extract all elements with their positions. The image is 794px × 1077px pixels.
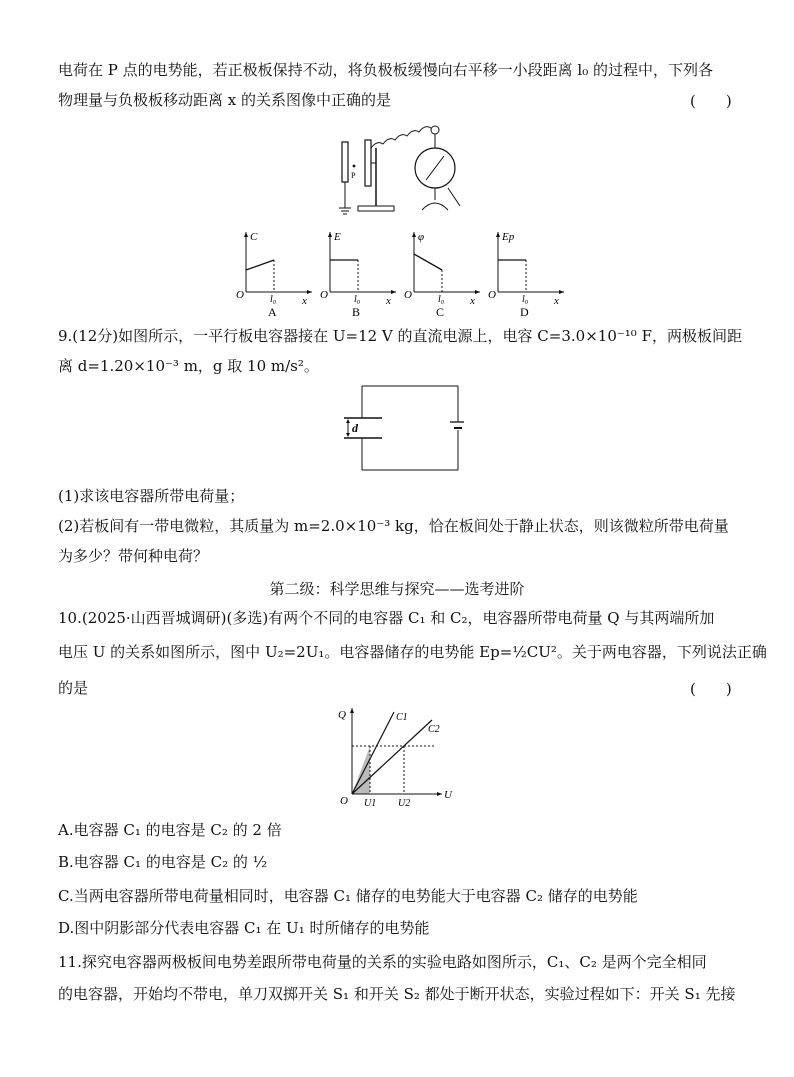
origin-label: O bbox=[340, 795, 348, 807]
graph-c-tick: l₀ bbox=[438, 294, 445, 305]
graph-c-option: C bbox=[436, 305, 445, 316]
q8-text-line1: 电荷在 P 点的电势能，若正极板保持不动，将负极板缓慢向右平移一小段距离 l₀ 的过程中，下列各 bbox=[58, 61, 713, 79]
q9-sub2: (2)若板间有一带电微粒，其质量为 m=2.0×10⁻³ kg，恰在板间处于静止状态，则该微粒所带电荷量 bbox=[58, 517, 729, 535]
graph-c-xlabel: x bbox=[470, 295, 475, 307]
graph-b-tick: l₀ bbox=[354, 294, 361, 305]
q10-option-d: D.图中阴影部分代表电容器 C₁ 在 U₁ 时所储存的电势能 bbox=[58, 919, 430, 937]
graph-a-xlabel: x bbox=[302, 295, 307, 307]
q10-text-line2: 电压 U 的关系如图所示，图中 U₂=2U₁。电容器储存的电势能 Ep=½CU²。关于两电容器，下列说法正确 bbox=[58, 643, 767, 661]
graph-d-ylabel: Ep bbox=[502, 231, 515, 243]
q11-text-line2: 的电容器，开始均不带电，单刀双掷开关 S₁ 和开关 S₂ 都处于断开状态，实验过程如下：开关 S₁ 先接 bbox=[58, 985, 736, 1003]
graph-a-tick: l₀ bbox=[270, 294, 277, 305]
section-title: 第二级：科学思维与探究——选考进阶 bbox=[269, 580, 525, 598]
graph-d-tick: l₀ bbox=[522, 294, 529, 305]
q10-qu-graph bbox=[336, 704, 466, 810]
graph-a-option: A bbox=[268, 305, 277, 316]
graph-b-ylabel: E bbox=[334, 231, 341, 243]
electrometer-figure bbox=[318, 118, 478, 218]
u2-label: U2 bbox=[398, 798, 411, 809]
graph-b-option: B bbox=[352, 305, 361, 316]
q8-graph-a bbox=[232, 228, 316, 316]
q10-text-line3: 的是 bbox=[58, 679, 89, 697]
q9-text-line2: 离 d=1.20×10⁻³ m，g 取 10 m/s²。 bbox=[58, 357, 319, 375]
q8-graph-b bbox=[316, 228, 400, 316]
q8-graph-d bbox=[484, 228, 568, 316]
graph-c-ylabel: φ bbox=[418, 231, 425, 243]
q10-option-a: A.电容器 C₁ 的电容是 C₂ 的 2 倍 bbox=[58, 821, 282, 839]
u1-label: U1 bbox=[364, 798, 377, 809]
c1-label: C1 bbox=[396, 712, 408, 723]
c2-label: C2 bbox=[428, 724, 440, 735]
q10-text-line1: 10.(2025·山西晋城调研)(多选)有两个不同的电容器 C₁ 和 C₂，电容器所带电荷量 Q 与其两端所加 bbox=[58, 609, 715, 627]
q9-sub3: 为多少？带何种电荷？ bbox=[58, 547, 209, 565]
graph-a-origin: O bbox=[236, 289, 244, 301]
q9-circuit-figure bbox=[338, 384, 464, 476]
graph-c-origin: O bbox=[404, 289, 412, 301]
q9-text-line1: 9.(12分)如图所示，一平行板电容器接在 U=12 V 的直流电源上，电容 C=3.0×10⁻¹⁰ F，两极板间距 bbox=[58, 327, 742, 345]
graph-b-xlabel: x bbox=[386, 295, 391, 307]
q10-option-b: B.电容器 C₁ 的电容是 C₂ 的 ½ bbox=[58, 853, 268, 871]
p-point-label: P bbox=[351, 171, 356, 180]
q8-graph-c bbox=[400, 228, 484, 316]
q-axis-label: Q bbox=[338, 709, 346, 721]
graph-d-xlabel: x bbox=[554, 295, 559, 307]
q10-option-c: C.当两电容器所带电荷量相同时，电容器 C₁ 储存的电势能大于电容器 C₂ 储存的电势能 bbox=[58, 887, 638, 905]
q11-text-line1: 11.探究电容器两极板间电势差跟所带电荷量的关系的实验电路如图所示，C₁、C₂ 是两个完全相同 bbox=[58, 953, 707, 971]
q9-sub1: (1)求该电容器所带电荷量； bbox=[58, 487, 245, 505]
graph-d-origin: O bbox=[488, 289, 496, 301]
answer-paren: ( ) bbox=[690, 680, 732, 698]
d-label: d bbox=[352, 421, 358, 435]
u-axis-label: U bbox=[444, 789, 452, 801]
graph-a-ylabel: C bbox=[250, 231, 258, 243]
q8-text-line2: 物理量与负极板移动距离 x 的关系图像中正确的是 bbox=[58, 91, 391, 109]
graph-d-option: D bbox=[520, 305, 529, 316]
graph-b-origin: O bbox=[320, 289, 328, 301]
answer-paren: ( ) bbox=[690, 92, 732, 110]
